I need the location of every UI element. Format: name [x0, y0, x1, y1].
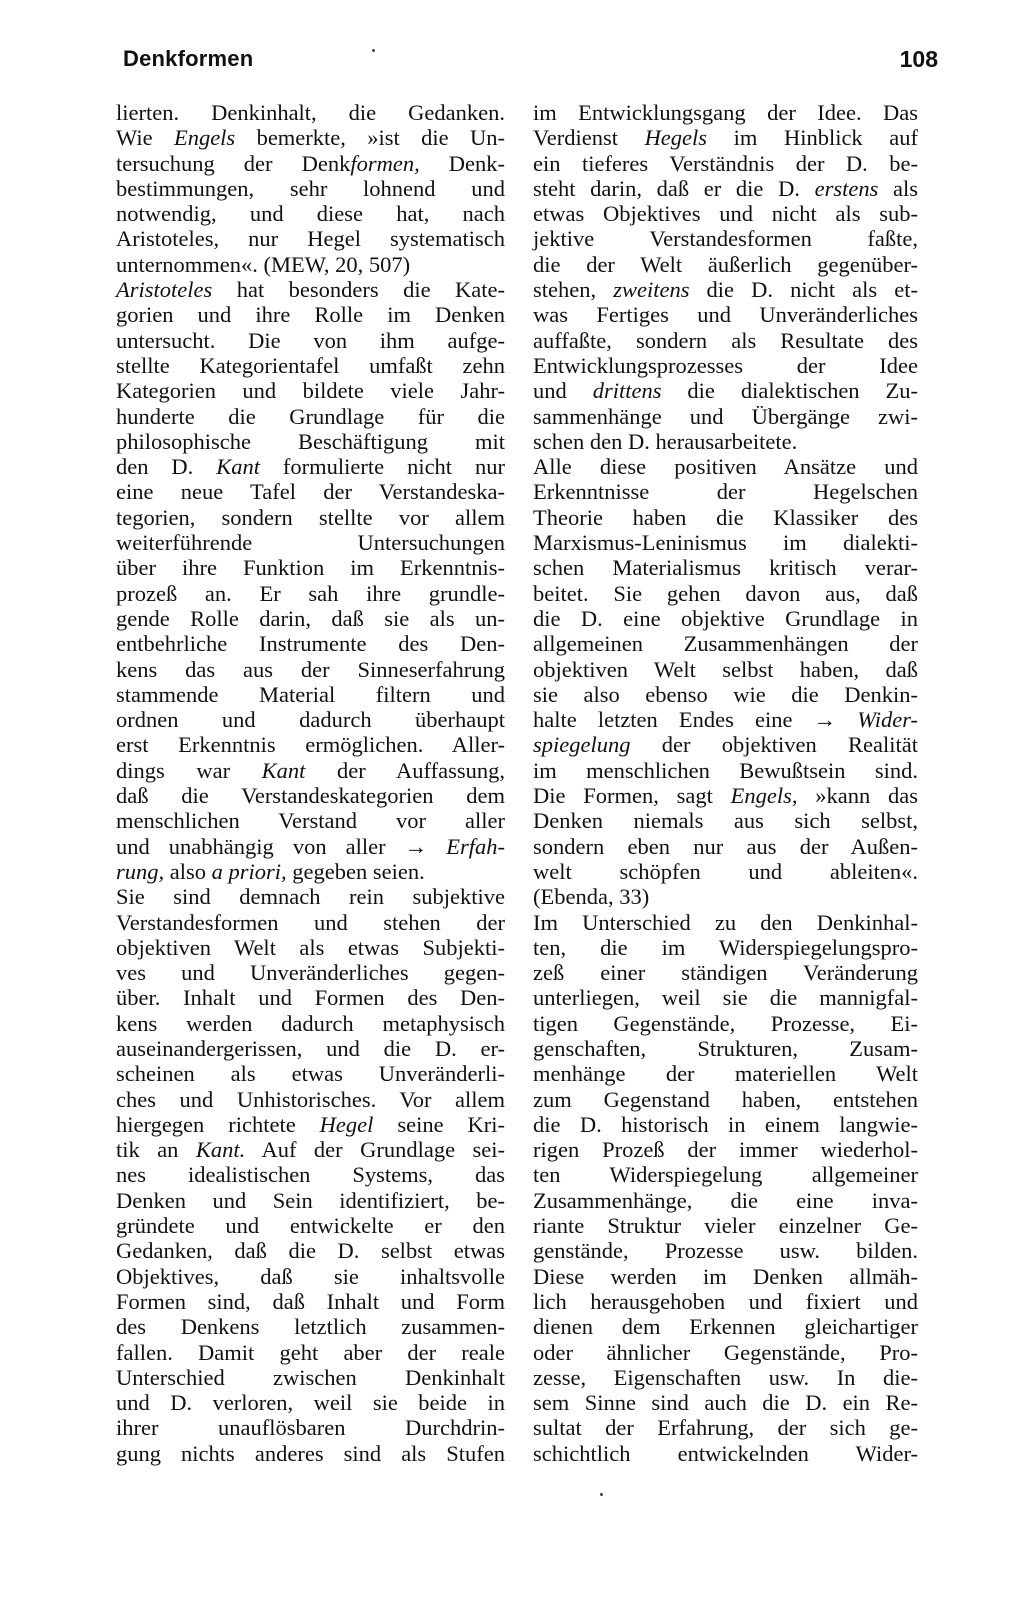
text-line: Formen sind, daß Inhalt und Form — [116, 1288, 505, 1314]
text-line: (Ebenda, 33) — [533, 884, 650, 910]
text-line: Denken niemals aus sich selbst, — [533, 808, 918, 834]
text-line: tegorien, sondern stellte vor allem — [116, 504, 505, 530]
text-line: den D. Kant formulierte nicht nur — [116, 454, 505, 480]
text-line: nes idealistischen Systems, das — [116, 1162, 505, 1188]
text-line: genstände, Prozesse usw. bilden. — [533, 1238, 918, 1264]
text-line: sondern eben nur aus der Außen- — [533, 833, 918, 859]
text-line: notwendig, und diese hat, nach — [116, 201, 505, 227]
text-line: gorien und ihre Rolle im Denken — [116, 302, 505, 328]
page-header — [123, 46, 938, 86]
text-line: zum Gegenstand haben, entstehen — [533, 1086, 918, 1112]
right-text-column — [533, 100, 918, 1466]
text-line: Verdienst Hegels im Hinblick auf — [533, 125, 918, 151]
text-line: im Entwicklungsgang der Idee. Das — [533, 100, 918, 125]
text-line: stehen, zweitens die D. nicht als et- — [533, 277, 918, 303]
text-line: untersucht. Die von ihm aufge- — [116, 327, 505, 353]
text-line: über. Inhalt und Formen des Den- — [116, 985, 505, 1011]
text-line: schichtlich entwickelnden Wider- — [533, 1440, 918, 1466]
text-line: rigen Prozeß der immer wiederhol- — [533, 1137, 918, 1163]
text-line: beitet. Sie gehen davon aus, daß — [533, 580, 918, 606]
text-line: Sie sind demnach rein subjektive — [116, 884, 505, 910]
text-line: die D. eine objektive Grundlage in — [533, 605, 918, 631]
page-number: 108 — [899, 46, 938, 72]
text-line: Im Unterschied zu den Denkinhal- — [533, 909, 918, 935]
text-line: rung, also a priori, gegeben seien. — [116, 858, 425, 884]
text-line: unterliegen, weil sie die mannigfal- — [533, 985, 918, 1011]
text-line: kens das aus der Sinneserfahrung — [116, 656, 505, 682]
text-line: was Fertiges und Unveränderliches — [533, 302, 918, 328]
text-line: hiergegen richtete Hegel seine Kri- — [116, 1111, 505, 1137]
decorative-dot — [372, 49, 375, 52]
text-line: spiegelung der objektiven Realität — [533, 732, 918, 758]
text-line: ten Widerspiegelung allgemeiner — [533, 1162, 918, 1188]
text-line: gung nichts anderes sind als Stufen — [116, 1440, 505, 1466]
text-line: Wie Engels bemerkte, »ist die Un- — [116, 125, 505, 151]
text-line: zesse, Eigenschaften usw. In die- — [533, 1364, 918, 1390]
text-line: sem Sinne sind auch die D. ein Re- — [533, 1390, 918, 1416]
text-line: sultat der Erfahrung, der sich ge- — [533, 1415, 918, 1441]
text-line: die D. historisch in einem langwie- — [533, 1111, 918, 1137]
text-line: kens werden dadurch metaphysisch — [116, 1010, 505, 1036]
text-line: schen Materialismus kritisch verar- — [533, 555, 918, 581]
text-line: die der Welt äußerlich gegenüber- — [533, 251, 918, 277]
text-line: menschlichen Verstand vor aller — [116, 808, 505, 834]
text-line: Zusammenhänge, die eine inva- — [533, 1187, 918, 1213]
text-line: Diese werden im Denken allmäh- — [533, 1263, 918, 1289]
text-line: ein tieferes Verständnis der D. be- — [533, 150, 918, 176]
text-line: dings war Kant der Auffassung, — [116, 757, 505, 783]
text-line: welt schöpfen und ableiten«. — [533, 858, 918, 884]
text-line: entbehrliche Instrumente des Den- — [116, 631, 505, 657]
text-line: sammenhänge und Übergänge zwi- — [533, 403, 918, 429]
text-line: jektive Verstandesformen faßte, — [533, 226, 918, 252]
text-line: Aristoteles hat besonders die Kate- — [116, 277, 505, 303]
text-line: unternommen«. (MEW, 20, 507) — [116, 251, 411, 277]
text-line: objektiven Welt selbst haben, daß — [533, 656, 918, 682]
text-line: auffaßte, sondern als Resultate des — [533, 327, 918, 353]
text-line: stammende Material filtern und — [116, 681, 505, 707]
text-line: gründete und entwickelte er den — [116, 1213, 505, 1239]
text-line: schen den D. herausarbeitete. — [533, 428, 798, 454]
text-line: prozeß an. Er sah ihre grundle- — [116, 580, 505, 606]
decorative-dot — [600, 1493, 603, 1496]
text-line: Gedanken, daß die D. selbst etwas — [116, 1238, 505, 1264]
text-line: ten, die im Widerspiegelungspro- — [533, 934, 918, 960]
text-line: stellte Kategorientafel umfaßt zehn — [116, 352, 505, 378]
text-line: auseinandergerissen, und die D. er- — [116, 1035, 505, 1061]
text-line: lierten. Denkinhalt, die Gedanken. — [116, 100, 505, 125]
text-line: Marxismus-Leninismus im dialekti- — [533, 530, 918, 556]
text-line: ves und Unveränderliches gegen- — [116, 960, 505, 986]
text-line: steht darin, daß er die D. erstens als — [533, 175, 918, 201]
text-line: tersuchung der Denkformen, Denk- — [116, 150, 505, 176]
text-line: fallen. Damit geht aber der reale — [116, 1339, 505, 1365]
text-line: Kategorien und bildete viele Jahr- — [116, 378, 505, 404]
text-line: halte letzten Endes eine → Wider- — [533, 707, 918, 733]
text-line: philosophische Beschäftigung mit — [116, 428, 505, 454]
text-line: erst Erkenntnis ermöglichen. Aller- — [116, 732, 505, 758]
text-line: daß die Verstandeskategorien dem — [116, 783, 505, 809]
text-line: ordnen und dadurch überhaupt — [116, 707, 505, 733]
text-line: dienen dem Erkennen gleichartiger — [533, 1314, 918, 1340]
text-line: lich herausgehoben und fixiert und — [533, 1288, 918, 1314]
text-line: sie also ebenso wie die Denkin- — [533, 681, 918, 707]
text-line: des Denkens letztlich zusammen- — [116, 1314, 505, 1340]
text-line: Alle diese positiven Ansätze und — [533, 454, 918, 480]
text-line: Unterschied zwischen Denkinhalt — [116, 1364, 505, 1390]
text-line: weiterführende Untersuchungen — [116, 530, 505, 556]
text-line: hunderte die Grundlage für die — [116, 403, 505, 429]
left-text-column — [116, 100, 505, 1466]
text-line: oder ähnlicher Gegenstände, Pro- — [533, 1339, 918, 1365]
text-line: riante Struktur vieler einzelner Ge- — [533, 1213, 918, 1239]
text-line: tik an Kant. Auf der Grundlage sei- — [116, 1137, 505, 1163]
text-line: menhänge der materiellen Welt — [533, 1061, 918, 1087]
text-line: Theorie haben die Klassiker des — [533, 504, 918, 530]
text-line: etwas Objektives und nicht als sub- — [533, 201, 918, 227]
text-line: eine neue Tafel der Verstandeska- — [116, 479, 505, 505]
text-line: Die Formen, sagt Engels, »kann das — [533, 783, 918, 809]
text-line: und D. verloren, weil sie beide in — [116, 1390, 505, 1416]
text-line: tigen Gegenstände, Prozesse, Ei- — [533, 1010, 918, 1036]
text-line: Denken und Sein identifiziert, be- — [116, 1187, 505, 1213]
text-line: Verstandesformen und stehen der — [116, 909, 505, 935]
text-line: über ihre Funktion im Erkenntnis- — [116, 555, 505, 581]
text-line: und unabhängig von aller → Erfah- — [116, 833, 505, 859]
running-head: Denkformen — [123, 46, 254, 71]
text-line: im menschlichen Bewußtsein sind. — [533, 757, 918, 783]
text-line: genschaften, Strukturen, Zusam- — [533, 1035, 918, 1061]
text-line: bestimmungen, sehr lohnend und — [116, 175, 505, 201]
text-line: scheinen als etwas Unveränderli- — [116, 1061, 505, 1087]
text-line: und drittens die dialektischen Zu- — [533, 378, 918, 404]
text-line: ches und Unhistorisches. Vor allem — [116, 1086, 505, 1112]
text-line: objektiven Welt als etwas Subjekti- — [116, 934, 505, 960]
text-line: allgemeinen Zusammenhängen der — [533, 631, 918, 657]
text-line: Entwicklungsprozesses der Idee — [533, 352, 918, 378]
text-line: Aristoteles, nur Hegel systematisch — [116, 226, 505, 252]
text-line: ihrer unauflösbaren Durchdrin- — [116, 1415, 505, 1441]
text-line: Erkenntnisse der Hegelschen — [533, 479, 918, 505]
text-line: Objektives, daß sie inhaltsvolle — [116, 1263, 505, 1289]
text-line: gende Rolle darin, daß sie als un- — [116, 605, 505, 631]
text-line: zeß einer ständigen Veränderung — [533, 960, 918, 986]
